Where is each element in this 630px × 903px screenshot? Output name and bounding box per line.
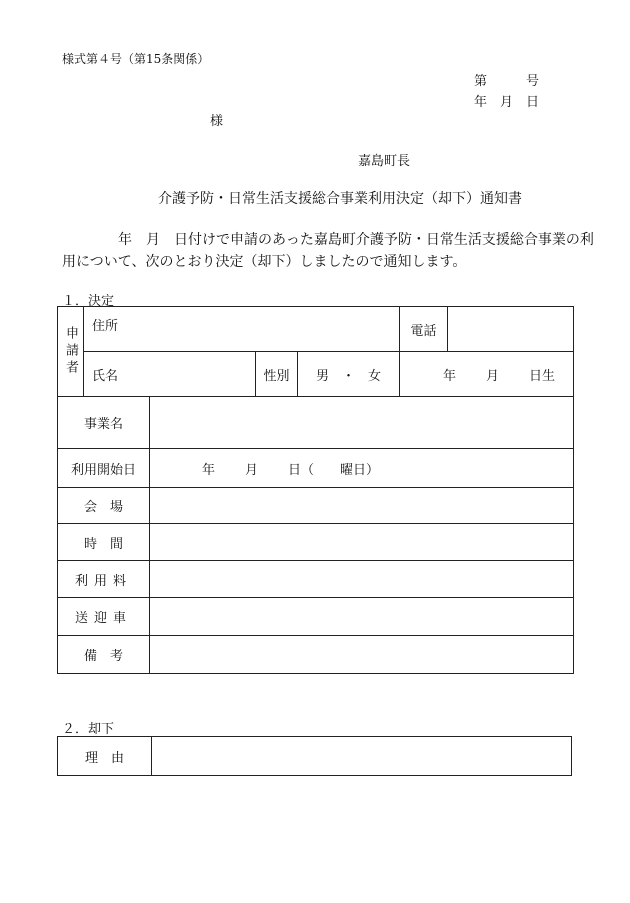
document-title: 介護予防・日常生活支援総合事業利用決定（却下）通知書 (158, 191, 522, 207)
name-label: 氏名 (92, 368, 119, 384)
rejection-heading: ２．却下 (62, 722, 115, 737)
form-number: 様式第４号（第15条関係） (62, 52, 210, 66)
reason-label: 理 由 (84, 750, 124, 766)
start-date-field[interactable] (150, 449, 574, 488)
start-month-label: 月 (245, 462, 259, 478)
document-number: 第 号 (474, 74, 540, 89)
issuer-name: 嘉島町長 (358, 154, 411, 169)
address-label: 住所 (92, 318, 119, 334)
applicant-label: 申請者 (63, 326, 78, 377)
project-name-label-cell (58, 397, 150, 449)
start-date-label: 利用開始日 (70, 462, 136, 478)
time-label-cell (58, 524, 150, 561)
document-date: 年 月 日 (474, 95, 540, 110)
name-cell[interactable] (84, 352, 256, 397)
reason-field[interactable] (152, 737, 572, 776)
project-name-label: 事業名 (83, 417, 123, 432)
phone-field[interactable] (448, 307, 574, 352)
start-date-label-cell (58, 449, 150, 488)
venue-label: 会 場 (83, 500, 123, 515)
phone-label-cell (400, 307, 448, 352)
fee-label: 利用料 (74, 573, 132, 589)
start-day-label: 日（ 曜日） (288, 462, 380, 478)
remarks-field[interactable] (150, 636, 574, 674)
shuttle-label-cell (58, 598, 150, 636)
body-text-line-1: 年 月 日付けで申請のあった嘉島町介護予防・日常生活支援総合事業の利 (118, 232, 594, 248)
venue-field[interactable] (150, 488, 574, 524)
gender-label-cell (256, 352, 298, 397)
gender-label: 性別 (263, 368, 290, 384)
gender-options-cell[interactable] (298, 352, 400, 397)
gender-options: 男 ・ 女 (315, 368, 381, 384)
time-field[interactable] (150, 524, 574, 561)
shuttle-label: 送迎車 (74, 611, 132, 626)
fee-field[interactable] (150, 561, 574, 598)
details-table (57, 396, 574, 674)
reason-label-cell (58, 737, 152, 776)
birth-year-label: 年 (442, 368, 456, 384)
applicant-label-cell (58, 307, 84, 397)
birth-month-label: 月 (485, 368, 499, 384)
remarks-label-cell (58, 636, 150, 674)
phone-label: 電話 (410, 323, 437, 339)
start-year-label: 年 (202, 462, 216, 478)
birth-day-label: 日生 (528, 368, 555, 384)
fee-label-cell (58, 561, 150, 598)
venue-label-cell (58, 488, 150, 524)
decision-heading: １．決定 (62, 294, 115, 309)
shuttle-field[interactable] (150, 598, 574, 636)
birthdate-cell[interactable] (400, 352, 574, 397)
addressee-suffix: 様 (210, 114, 224, 129)
project-name-field[interactable] (150, 397, 574, 449)
address-cell[interactable] (84, 307, 400, 352)
remarks-label: 備 考 (83, 649, 123, 664)
time-label: 時 間 (83, 536, 123, 552)
body-text-line-2: 用について、次のとおり決定（却下）しましたので通知します。 (62, 254, 467, 270)
rejection-table (57, 736, 572, 776)
applicant-table (57, 306, 574, 397)
